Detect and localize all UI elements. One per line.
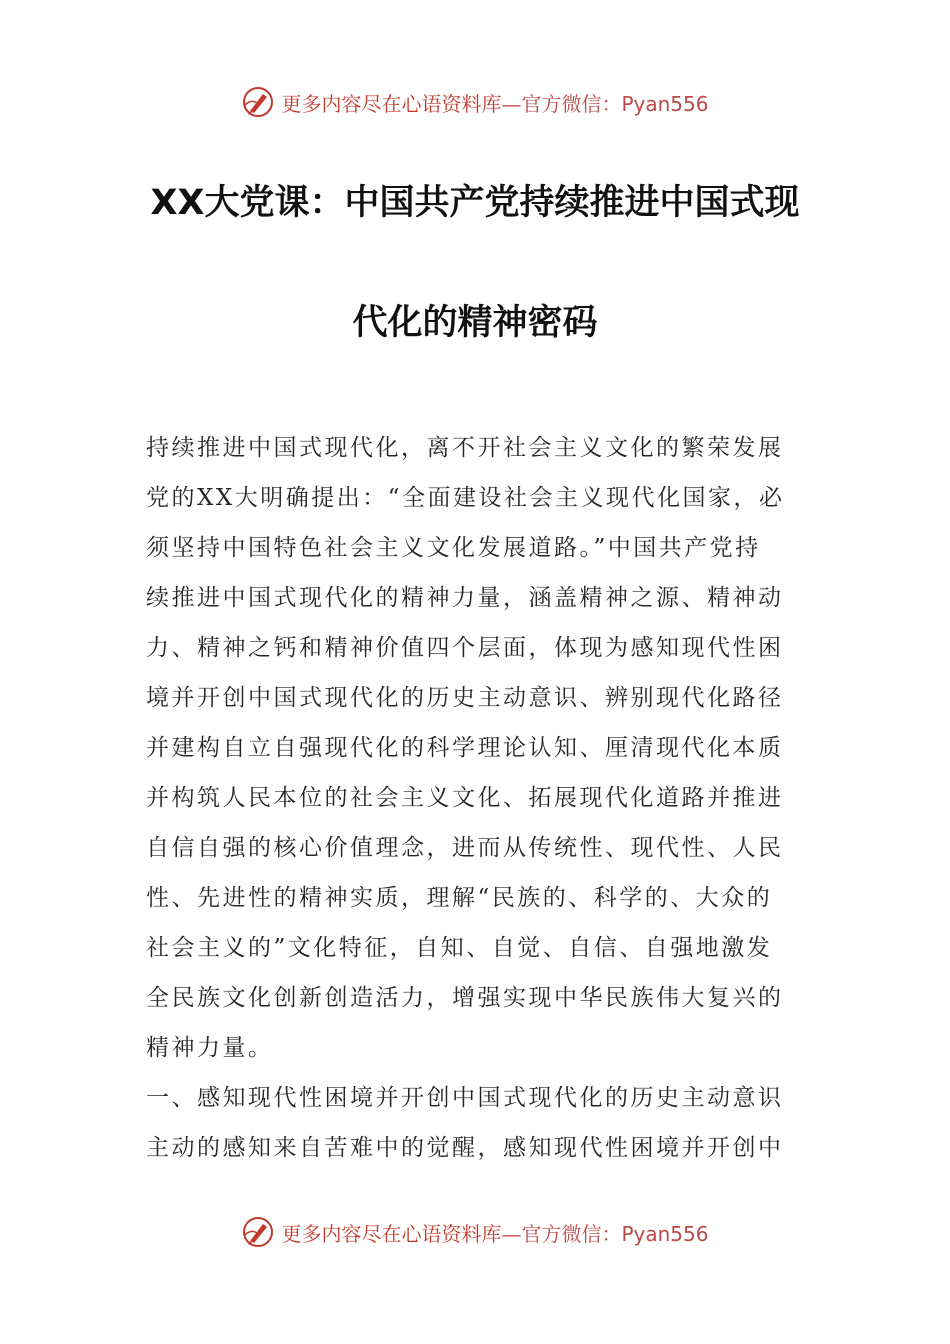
section-heading: 一、感知现代性困境并开创中国式现代化的历史主动意识 [146,1085,784,1111]
document-title-line-1: XX大党课：中国共产党持续推进中国式现 [150,183,800,223]
watermark-main-text: 更多内容尽在心语资料库— [281,1221,522,1246]
paragraph-line: 须坚持中国特色社会主义文化发展道路。”中国共产党持 [146,535,761,561]
watermark-footer [0,1212,950,1252]
document-title-line-2: 代化的精神密码 [352,303,598,343]
paragraph-line: 并建构自立自强现代化的科学理论认知、厘清现代化本质 [146,735,784,761]
paragraph-line: 并构筑人民本位的社会主义文化、拓展现代化道路并推进 [146,785,784,811]
watermark-sub-text: 官方微信：Pyan556 [521,1221,709,1246]
paragraph-line: 自信自强的核心价值理念，进而从传统性、现代性、人民 [146,835,784,861]
document-body [146,423,806,1173]
pen-logo-icon [241,1215,275,1249]
paragraph-line: 力、精神之钙和精神价值四个层面，体现为感知现代性困 [146,635,784,661]
watermark-sub-text: 官方微信：Pyan556 [521,91,709,116]
paragraph-line: 主动的感知来自苦难中的觉醒，感知现代性困境并开创中 [146,1135,784,1161]
watermark-header [0,82,950,122]
paragraph-line: 境并开创中国式现代化的历史主动意识、辨别现代化路径 [146,685,784,711]
paragraph-line: 持续推进中国式现代化，离不开社会主义文化的繁荣发展 [146,435,784,461]
paragraph-line: 社会主义的”文化特征，自知、自觉、自信、自强地激发 [146,935,773,961]
paragraph-line: 全民族文化创新创造活力，增强实现中华民族伟大复兴的 [146,985,784,1011]
paragraph-line: 精神力量。 [146,1035,274,1061]
paragraph-line: 续推进中国式现代化的精神力量，涵盖精神之源、精神动 [146,585,784,611]
paragraph-line: 党的XX大明确提出：“全面建设社会主义现代化国家，必 [146,485,785,511]
watermark-main-text: 更多内容尽在心语资料库— [281,91,522,116]
paragraph-line: 性、先进性的精神实质，理解“民族的、科学的、大众的 [146,885,773,911]
pen-logo-icon [241,85,275,119]
